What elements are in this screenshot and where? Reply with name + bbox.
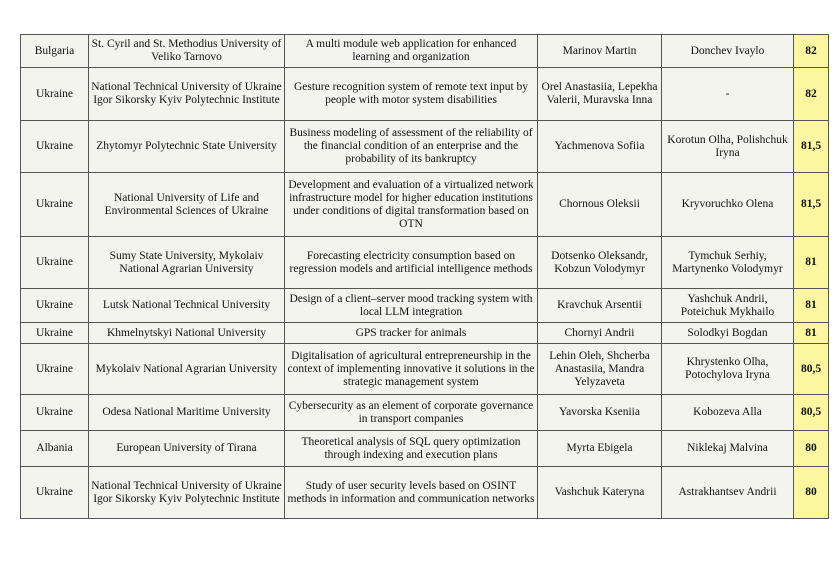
results-table [20, 34, 829, 519]
student-cell: Dotsenko Oleksandr, Kobzun Volodymyr [538, 237, 662, 289]
university-cell: National Technical University of Ukraine Igor Sikorsky Kyiv Polytechnic Institute [89, 68, 285, 121]
student-cell: Yavorska Kseniia [538, 395, 662, 431]
supervisor-cell: Solodkyi Bogdan [662, 323, 794, 344]
results-table-container [20, 34, 829, 519]
topic-cell: Development and evaluation of a virtualized network infrastructure model for higher education institutions under conditions of digital transformation based on OTN [285, 173, 538, 237]
country-cell: Bulgaria [21, 35, 89, 68]
country-cell: Ukraine [21, 68, 89, 121]
score-cell: 81 [794, 237, 829, 289]
university-cell: Lutsk National Technical University [89, 289, 285, 323]
student-cell: Lehin Oleh, Shcherba Anastasiia, Mandra Yelyzaveta [538, 344, 662, 395]
supervisor-cell: Astrakhantsev Andrii [662, 467, 794, 519]
supervisor-cell: - [662, 68, 794, 121]
score-cell: 81 [794, 289, 829, 323]
supervisor-cell: Kobozeva Alla [662, 395, 794, 431]
supervisor-cell: Donchev Ivaylo [662, 35, 794, 68]
score-cell: 82 [794, 68, 829, 121]
university-cell: National Technical University of Ukraine Igor Sikorsky Kyiv Polytechnic Institute [89, 467, 285, 519]
student-cell: Marinov Martin [538, 35, 662, 68]
country-cell: Albania [21, 431, 89, 467]
table-row [21, 431, 829, 467]
supervisor-cell: Kryvoruchko Olena [662, 173, 794, 237]
student-cell: Chornous Oleksii [538, 173, 662, 237]
score-cell: 81,5 [794, 173, 829, 237]
table-row [21, 344, 829, 395]
score-cell: 82 [794, 35, 829, 68]
supervisor-cell: Yashchuk Andrii, Poteichuk Mykhailo [662, 289, 794, 323]
score-cell: 80 [794, 431, 829, 467]
student-cell: Myrta Ebigela [538, 431, 662, 467]
table-row [21, 289, 829, 323]
country-cell: Ukraine [21, 121, 89, 173]
student-cell: Chornyi Andrii [538, 323, 662, 344]
supervisor-cell: Korotun Olha, Polishchuk Iryna [662, 121, 794, 173]
topic-cell: Theoretical analysis of SQL query optimization through indexing and execution plans [285, 431, 538, 467]
university-cell: Mykolaiv National Agrarian University [89, 344, 285, 395]
score-cell: 80 [794, 467, 829, 519]
country-cell: Ukraine [21, 395, 89, 431]
topic-cell: Forecasting electricity consumption based on regression models and artificial intelligence methods [285, 237, 538, 289]
topic-cell: Business modeling of assessment of the reliability of the financial condition of an enterprise and the probability of its bankruptcy [285, 121, 538, 173]
table-row [21, 323, 829, 344]
table-row [21, 237, 829, 289]
supervisor-cell: Tymchuk Serhiy, Martynenko Volodymyr [662, 237, 794, 289]
topic-cell: Gesture recognition system of remote text input by people with motor system disabilities [285, 68, 538, 121]
country-cell: Ukraine [21, 289, 89, 323]
table-row [21, 395, 829, 431]
topic-cell: GPS tracker for animals [285, 323, 538, 344]
supervisor-cell: Niklekaj Malvina [662, 431, 794, 467]
score-cell: 81,5 [794, 121, 829, 173]
table-row [21, 173, 829, 237]
student-cell: Vashchuk Kateryna [538, 467, 662, 519]
table-row [21, 35, 829, 68]
university-cell: European University of Tirana [89, 431, 285, 467]
university-cell: Odesa National Maritime University [89, 395, 285, 431]
table-row [21, 467, 829, 519]
university-cell: Sumy State University, Mykolaiv National Agrarian University [89, 237, 285, 289]
university-cell: National University of Life and Environmental Sciences of Ukraine [89, 173, 285, 237]
topic-cell: Cybersecurity as an element of corporate governance in transport companies [285, 395, 538, 431]
country-cell: Ukraine [21, 237, 89, 289]
student-cell: Orel Anastasiia, Lepekha Valerii, Muravska Inna [538, 68, 662, 121]
country-cell: Ukraine [21, 344, 89, 395]
supervisor-cell: Khrystenko Olha, Potochylova Iryna [662, 344, 794, 395]
table-row [21, 68, 829, 121]
country-cell: Ukraine [21, 467, 89, 519]
topic-cell: Digitalisation of agricultural entrepreneurship in the context of implementing innovative it solutions in the strategic management system [285, 344, 538, 395]
university-cell: Khmelnytskyi National University [89, 323, 285, 344]
topic-cell: A multi module web application for enhanced learning and organization [285, 35, 538, 68]
student-cell: Kravchuk Arsentii [538, 289, 662, 323]
university-cell: St. Cyril and St. Methodius University of Veliko Tarnovo [89, 35, 285, 68]
country-cell: Ukraine [21, 323, 89, 344]
score-cell: 80,5 [794, 344, 829, 395]
topic-cell: Design of a client–server mood tracking system with local LLM integration [285, 289, 538, 323]
university-cell: Zhytomyr Polytechnic State University [89, 121, 285, 173]
score-cell: 80,5 [794, 395, 829, 431]
score-cell: 81 [794, 323, 829, 344]
topic-cell: Study of user security levels based on OSINT methods in information and communication networks [285, 467, 538, 519]
student-cell: Yachmenova Sofiia [538, 121, 662, 173]
table-row [21, 121, 829, 173]
country-cell: Ukraine [21, 173, 89, 237]
